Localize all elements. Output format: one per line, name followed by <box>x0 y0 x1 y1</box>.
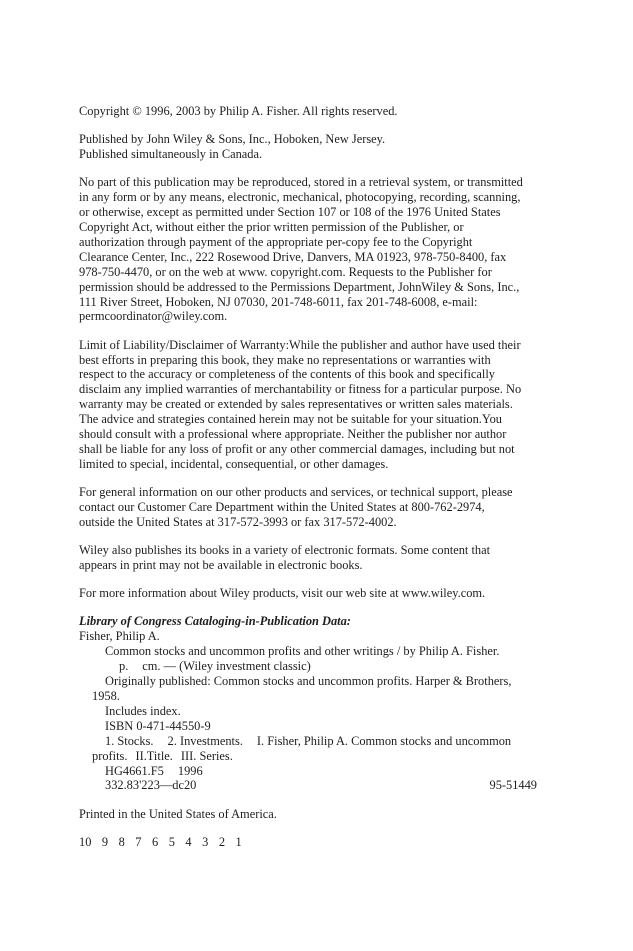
disclaimer-line: should consult with a professional where appropriate. Neither the publisher nor author <box>79 427 507 442</box>
cip-subjects <box>79 734 549 749</box>
call-number: HG4661.F5 <box>105 763 164 778</box>
publisher-line: Published by John Wiley & Sons, Inc., Hoboken, New Jersey. <box>79 132 386 147</box>
print-number: 6 <box>152 834 159 849</box>
cip-title: Library of Congress Cataloging-in-Publication Data: <box>79 614 351 629</box>
cip-index: Includes index. <box>105 703 181 718</box>
notice-line: Clearance Center, Inc., 222 Rosewood Drive, Danvers, MA 01923, 978-750-8400, fax <box>79 249 507 264</box>
info-line: contact our Customer Care Department within the United States at 800-762-2974, <box>79 500 485 515</box>
subject-1: 1. Stocks. <box>105 733 154 748</box>
copyright-page <box>79 104 549 850</box>
print-number: 9 <box>101 834 109 849</box>
notice-line: in any form or by any means, electronic, mechanical, photocopying, recording, scanning, <box>79 190 521 205</box>
printed-in-line: Printed in the United States of America. <box>79 806 277 821</box>
print-number: 8 <box>118 834 125 849</box>
cip-isbn: ISBN 0-471-44550-9 <box>105 718 211 733</box>
notice-line: 111 River Street, Hoboken, NJ 07030, 201-748-6011, fax 201-748-6008, e-mail: <box>79 294 478 309</box>
cip-block <box>79 614 549 793</box>
cip-originally: Originally published: Common stocks and uncommon profits. Harper & Brothers, <box>105 674 512 689</box>
subject-5: II.Title. <box>135 748 173 763</box>
disclaimer-line: Limit of Liability/Disclaimer of Warranty:While the publisher and author have used their <box>79 337 521 352</box>
publisher-info <box>79 132 549 162</box>
disclaimer-line: warranty may be created or extended by sales representatives or written sales materials. <box>79 397 513 412</box>
disclaimer-line: The advice and strategies contained herein may not be suitable for your situation.You <box>79 412 503 427</box>
copyright-notice <box>79 104 549 119</box>
disclaimer-line: shall be liable for any loss of profit or any other commercial damages, including but not <box>79 442 515 457</box>
print-number: 10 <box>79 834 92 849</box>
notice-line: permcoordinator@wiley.com. <box>79 309 228 324</box>
general-info <box>79 485 549 530</box>
subject-2: 2. Investments. <box>167 733 243 748</box>
print-number: 3 <box>202 834 209 849</box>
subject-6: III. Series. <box>180 748 233 763</box>
cip-book-title: Common stocks and uncommon profits and other writings / by Philip A. Fisher. <box>105 644 500 659</box>
info-line: For general information on our other products and services, or technical support, please <box>79 485 513 500</box>
disclaimer-line: best efforts in preparing this book, they make no representations or warranties with <box>79 352 491 367</box>
notice-line: or otherwise, except as permitted under Section 107 or 108 of the 1976 United States <box>79 205 501 220</box>
dewey-number: 332.83'223—dc20 <box>105 778 197 793</box>
more-info <box>79 586 549 601</box>
print-number: 7 <box>135 834 142 849</box>
reproduction-notice <box>79 175 549 324</box>
cip-call-number <box>79 764 549 779</box>
print-number: 2 <box>218 834 226 849</box>
notice-line: 978-750-4470, or on the web at www. copyright.com. Requests to the Publisher for <box>79 264 492 279</box>
publisher-line: Published simultaneously in Canada. <box>79 147 263 162</box>
cip-series: cm. — (Wiley investment classic) <box>142 659 311 674</box>
copyright-line: Copyright © 1996, 2003 by Philip A. Fisher. All rights reserved. <box>79 104 398 118</box>
cip-originally-year: 1958. <box>92 688 120 703</box>
formats-line: Wiley also publishes its books in a variety of electronic formats. Some content that <box>79 543 491 558</box>
notice-line: Copyright Act, without either the prior written permission of the Publisher, or <box>79 220 464 235</box>
subject-4: profits. <box>92 748 128 763</box>
cip-subjects-cont <box>79 749 549 764</box>
cip-pages: p. <box>119 659 129 674</box>
formats-line: appears in print may not be available in electronic books. <box>79 558 363 573</box>
cip-dewey-row <box>79 778 537 793</box>
call-year: 1996 <box>177 763 203 778</box>
disclaimer-line: disclaim any implied warranties of merchantability or fitness for a particular purpose. No <box>79 382 522 397</box>
lccn: 95-51449 <box>489 778 537 793</box>
cip-physical <box>79 659 549 674</box>
print-line <box>79 835 549 850</box>
electronic-formats <box>79 543 549 573</box>
info-line: outside the United States at 317-572-3993 or fax 317-572-4002. <box>79 514 397 529</box>
print-number: 5 <box>168 834 175 849</box>
disclaimer-line: respect to the accuracy or completeness of the contents of this book and specifically <box>79 367 495 382</box>
liability-disclaimer <box>79 338 549 472</box>
printed-in <box>79 807 549 822</box>
print-number: 4 <box>185 834 192 849</box>
print-number: 1 <box>235 834 242 849</box>
disclaimer-line: limited to special, incidental, consequential, or other damages. <box>79 456 389 471</box>
cip-author: Fisher, Philip A. <box>79 629 160 644</box>
more-info-line: For more information about Wiley products, visit our web site at www.wiley.com. <box>79 586 486 601</box>
subject-3: I. Fisher, Philip A. Common stocks and uncommon <box>256 733 512 748</box>
notice-line: permission should be addressed to the Permissions Department, JohnWiley & Sons, Inc., <box>79 279 520 294</box>
notice-line: No part of this publication may be reproduced, stored in a retrieval system, or transmitted <box>79 175 523 190</box>
notice-line: authorization through payment of the appropriate per-copy fee to the Copyright <box>79 234 473 249</box>
